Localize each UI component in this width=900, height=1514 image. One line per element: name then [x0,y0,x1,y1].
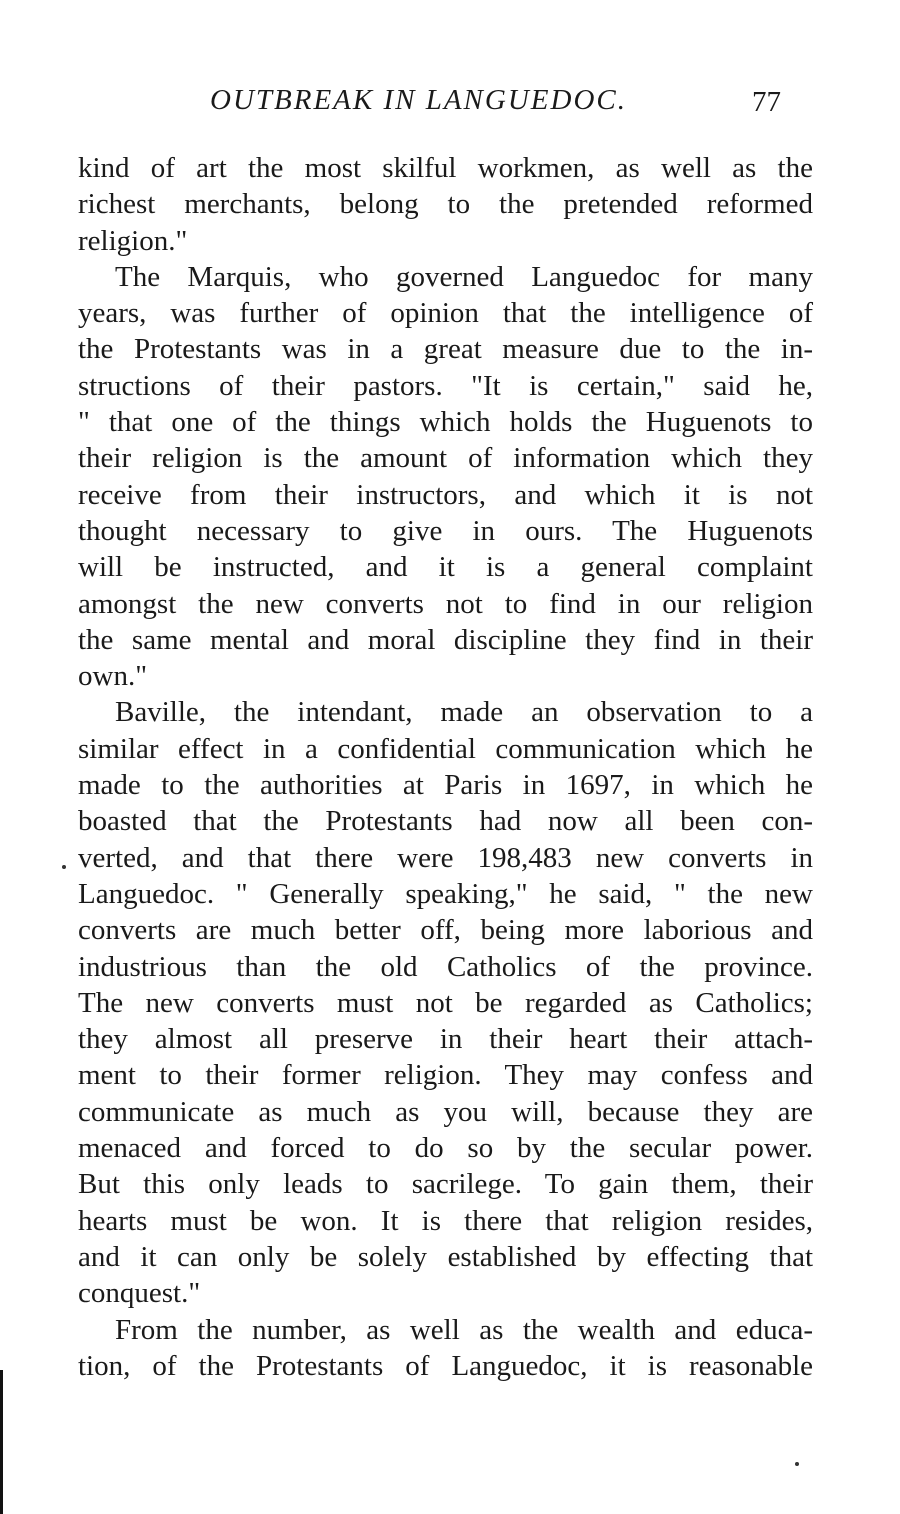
text-line: their religion is the amount of information which they [78,442,813,475]
text-line: But this only leads to sacrilege. To gain them, their [78,1168,813,1201]
text-line: conquest." [78,1277,201,1310]
text-line: similar effect in a confidential communication which he [78,732,813,765]
text-line: verted, and that there were 198,483 new converts in [78,841,813,874]
ink-speck [795,1462,799,1466]
body-text [78,150,813,1384]
text-line: made to the authorities at Paris in 1697, in which he [78,769,813,802]
text-line: the Protestants was in a great measure due to the in- [78,333,813,366]
text-line: own." [78,660,148,693]
text-line: tion, of the Protestants of Languedoc, it is reasonable [78,1349,813,1382]
text-line: religion." [78,224,188,257]
text-line: amongst the new converts not to find in our religion [78,587,813,620]
text-line: years, was further of opinion that the intelligence of [78,297,813,330]
text-line: kind of art the most skilful workmen, as well as the [78,152,813,184]
text-line: ment to their former religion. They may confess and [78,1059,813,1092]
gutter-shadow-line [0,1370,3,1514]
text-line: they almost all preserve in their heart their attach- [78,1023,813,1056]
text-line: Baville, the intendant, made an observation to a [115,696,813,729]
text-line: boasted that the Protestants had now all been con- [78,805,813,838]
text-line: and it can only be solely established by effecting that [78,1240,813,1273]
text-line: structions of their pastors. "It is certain," said he, [78,369,813,402]
running-title: OUTBREAK IN LANGUEDOC. [210,84,627,116]
text-line: hearts must be won. It is there that religion resides, [78,1204,813,1237]
running-head [0,80,900,124]
text-line: From the number, as well as the wealth and educa- [115,1313,813,1346]
text-line: converts are much better off, being more laborious and [78,914,813,947]
page-number: 77 [752,86,781,118]
stray-ink-dot [62,865,66,869]
text-line: The new converts must not be regarded as Catholics; [78,986,813,1019]
text-line: industrious than the old Catholics of the province. [78,950,813,983]
text-line: thought necessary to give in ours. The Huguenots [78,514,813,547]
text-line: receive from their instructors, and which it is not [78,478,813,511]
text-line: richest merchants, belong to the pretended reformed [78,188,813,221]
text-line: " that one of the things which holds the Huguenots to [78,406,813,439]
text-line: the same mental and moral discipline they find in their [78,623,813,656]
text-line: will be instructed, and it is a general complaint [78,551,813,584]
text-line: communicate as much as you will, because they are [78,1095,813,1128]
text-line: Languedoc. " Generally speaking," he said, " the new [78,877,813,910]
text-line: The Marquis, who governed Languedoc for many [115,260,813,293]
text-line: menaced and forced to do so by the secular power. [78,1132,813,1165]
